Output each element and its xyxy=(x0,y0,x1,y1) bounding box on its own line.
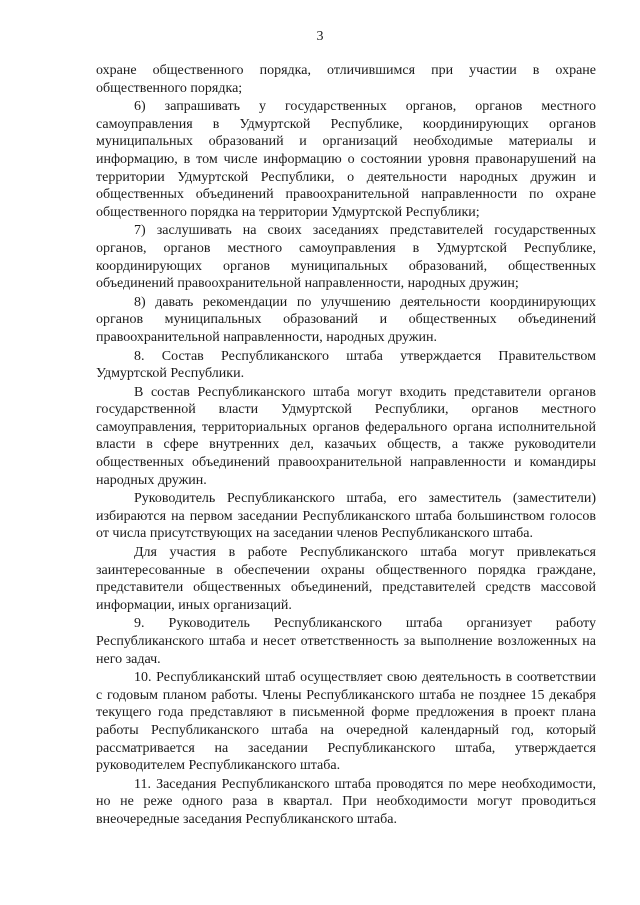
paragraph-section-11: 11. Заседания Республиканского штаба проводятся по мере необходимости, но не реже одного раза в квартал. При необходимости могут проводиться внеочередные заседания Республиканского штаба. xyxy=(96,776,596,827)
page-number: 3 xyxy=(316,29,324,44)
paragraph-section-8: 8. Состав Республиканского штаба утверждается Правительством Удмуртской Республики. xyxy=(96,348,596,382)
paragraph-item-7: 7) заслушивать на своих заседаниях представителей государственных органов, органов местного самоуправления в Удмуртской Республике, координирующих органов муниципальных образований, общественных объединений правоохранительной направленности, народных дружин; xyxy=(96,223,596,292)
paragraph-section-9: 9. Руководитель Республиканского штаба организует работу Республиканского штаба и несет ответственность за выполнение возложенных на него задач. xyxy=(96,616,596,667)
paragraph-composition: В состав Республиканского штаба могут входить представители органов государственной власти Удмуртской Республики, органов местного самоуправления, территориальных органов федерального органа исполнительной власти в сфере внутренних дел, казачьих обществ, а также руководители общественных объединений правоохранительной направленности и командиры народных дружин. xyxy=(96,384,596,488)
paragraph-item-8: 8) давать рекомендации по улучшению деятельности координирующих органов муниципальных образований и общественных объединений правоохранительной направленности, народных дружин. xyxy=(96,294,596,345)
paragraph-continuation: охране общественного порядка, отличившимся при участии в охране общественного порядка; xyxy=(96,63,596,96)
paragraph-item-6: 6) запрашивать у государственных органов, органов местного самоуправления в Удмуртской Республике, координирующих органов муниципальных образований и организаций необходимые материалы и информацию, в том числе информацию о состоянии уровня правонарушений на территории Удмуртской Республики, о деятельности народных дружин и общественных объединений правоохранительной направленности по охране общественного порядка на территории Удмуртской Республики; xyxy=(96,99,596,220)
paragraph-participation: Для участия в работе Республиканского штаба могут привлекаться заинтересованные в обеспечении охраны общественного порядка граждане, представители общественных объединений, представителей средств массовой информации, иных организаций. xyxy=(96,545,596,613)
paragraph-section-10: 10. Республиканский штаб осуществляет свою деятельность в соответствии с годовым планом работы. Члены Республиканского штаба не позднее 15 декабря текущего года представляют в письменной форме предложения в проект плана работы Республиканского штаба на очередной календарный год, который рассматривается на заседании Республиканского штаба, утверждается руководителем Республиканского штаба. xyxy=(96,670,596,774)
document-body xyxy=(96,62,596,830)
paragraph-leader-election: Руководитель Республиканского штаба, его заместитель (заместители) избираются на первом заседании Республиканского штаба большинством голосов от числа присутствующих на заседании членов Республиканского штаба. xyxy=(96,491,596,542)
